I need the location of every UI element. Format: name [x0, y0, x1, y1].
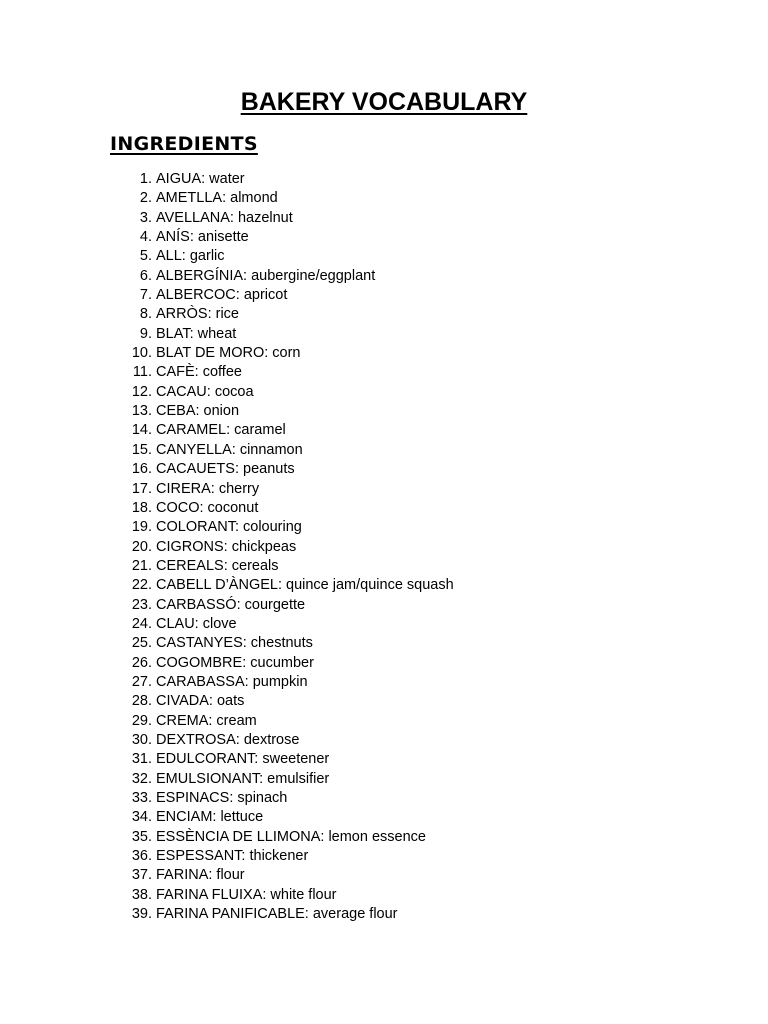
list-item-number: 23.: [131, 596, 152, 613]
list-item-number: 35.: [131, 828, 152, 845]
list-item-text: ENCIAM: lettuce: [156, 809, 264, 826]
list-item-number: 33.: [131, 790, 152, 806]
list-item-number: 16.: [131, 461, 152, 478]
list-item-number: 15.: [131, 441, 152, 458]
list-item-number: 37.: [131, 867, 152, 884]
list-item-text: ARRÒS: rice: [156, 306, 239, 323]
list-item-text: CANYELLA: cinnamon: [156, 441, 303, 458]
list-item-text: COLORANT: colouring: [156, 519, 302, 536]
list-item-text: AIGUA: water: [156, 171, 245, 187]
document-title: BAKERY VOCABULARY: [240, 88, 528, 116]
list-item-text: CIRERA: cherry: [156, 480, 260, 497]
list-item-text: CARABASSA: pumpkin: [156, 673, 308, 690]
list-item-text: CARBASSÓ: courgette: [156, 596, 306, 613]
list-item-text: FARINA: flour: [156, 867, 245, 884]
list-item-text: DEXTROSA: dextrose: [156, 731, 300, 748]
list-item-number: 17.: [131, 480, 152, 497]
list-item-number: 19.: [131, 519, 152, 536]
list-item-number: 30.: [131, 731, 152, 748]
list-item-number: 18.: [131, 499, 152, 516]
list-item-text: CARAMEL: caramel: [156, 422, 286, 439]
list-item-text: CLAU: clove: [156, 615, 237, 632]
list-item-number: 24.: [131, 615, 152, 632]
list-item-text: FARINA FLUIXA: white flour: [156, 886, 337, 903]
list-item-number: 6.: [139, 267, 152, 284]
list-item-number: 5.: [139, 248, 152, 265]
list-item-text: BLAT DE MORO: corn: [156, 345, 301, 362]
list-item-text: ESPESSANT: thickener: [156, 848, 309, 865]
list-item-number: 2.: [139, 190, 152, 207]
list-item-text: ANÍS: anisette: [156, 229, 249, 246]
list-item-text: ALBERCOC: apricot: [156, 287, 288, 304]
list-item-text: AVELLANA: hazelnut: [156, 209, 293, 226]
list-item-text: ALL: garlic: [156, 248, 225, 265]
list-item-number: 29.: [131, 712, 152, 729]
list-item-number: 14.: [131, 422, 152, 439]
list-item-number: 3.: [139, 209, 152, 226]
list-item-text: CABELL D’ÀNGEL: quince jam/quince squash: [156, 577, 454, 594]
list-item-number: 22.: [131, 577, 152, 594]
list-item-number: 39.: [131, 906, 152, 923]
list-item-number: 12.: [131, 383, 152, 400]
list-item-number: 11.: [132, 364, 152, 381]
list-item-number: 8.: [139, 306, 152, 323]
list-item-text: COGOMBRE: cucumber: [156, 654, 314, 671]
list-item-number: 21.: [131, 557, 152, 574]
list-item-number: 7.: [139, 287, 152, 304]
section-heading-ingredients: INGREDIENTS: [110, 133, 258, 155]
list-item-text: ESSÈNCIA DE LLIMONA: lemon essence: [156, 828, 426, 845]
list-item-number: 34.: [131, 809, 152, 826]
list-item-number: 13.: [131, 403, 152, 420]
list-item-number: 4.: [139, 229, 152, 246]
list-item-text: CAFÈ: coffee: [156, 364, 242, 381]
list-item-number: 28.: [131, 693, 152, 710]
list-item-text: CREMA: cream: [156, 712, 257, 729]
list-item-text: CASTANYES: chestnuts: [156, 635, 313, 652]
list-item-text: CIGRONS: chickpeas: [156, 538, 297, 555]
list-item-number: 9.: [139, 325, 152, 342]
list-item-text: AMETLLA: almond: [156, 190, 278, 207]
list-item-number: 10.: [131, 345, 152, 362]
list-item-text: BLAT: wheat: [156, 325, 237, 342]
list-item-text: EMULSIONANT: emulsifier: [156, 770, 330, 787]
list-item-text: ALBERGÍNIA: aubergine/eggplant: [156, 267, 376, 284]
list-item-text: CEBA: onion: [156, 403, 240, 420]
list-item-text: EDULCORANT: sweetener: [156, 751, 330, 768]
list-item-number: 32.: [131, 770, 152, 787]
list-item-number: 1.: [139, 171, 152, 187]
list-item-number: 26.: [131, 654, 152, 671]
list-item-number: 38.: [131, 886, 152, 903]
list-item-number: 36.: [131, 848, 152, 865]
list-item-number: 31.: [131, 751, 152, 768]
list-item-text: CACAU: cocoa: [156, 383, 254, 400]
list-item-text: CIVADA: oats: [156, 693, 245, 710]
list-item-text: CEREALS: cereals: [156, 557, 279, 574]
list-item-text: COCO: coconut: [156, 499, 259, 516]
list-item-number: 25.: [131, 635, 152, 652]
list-item-number: 27.: [131, 673, 152, 690]
list-item-text: FARINA PANIFICABLE: average flour: [156, 906, 398, 923]
list-item-text: ESPINACS: spinach: [156, 790, 288, 806]
list-item-text: CACAUETS: peanuts: [156, 461, 295, 478]
list-item-number: 20.: [131, 538, 152, 555]
